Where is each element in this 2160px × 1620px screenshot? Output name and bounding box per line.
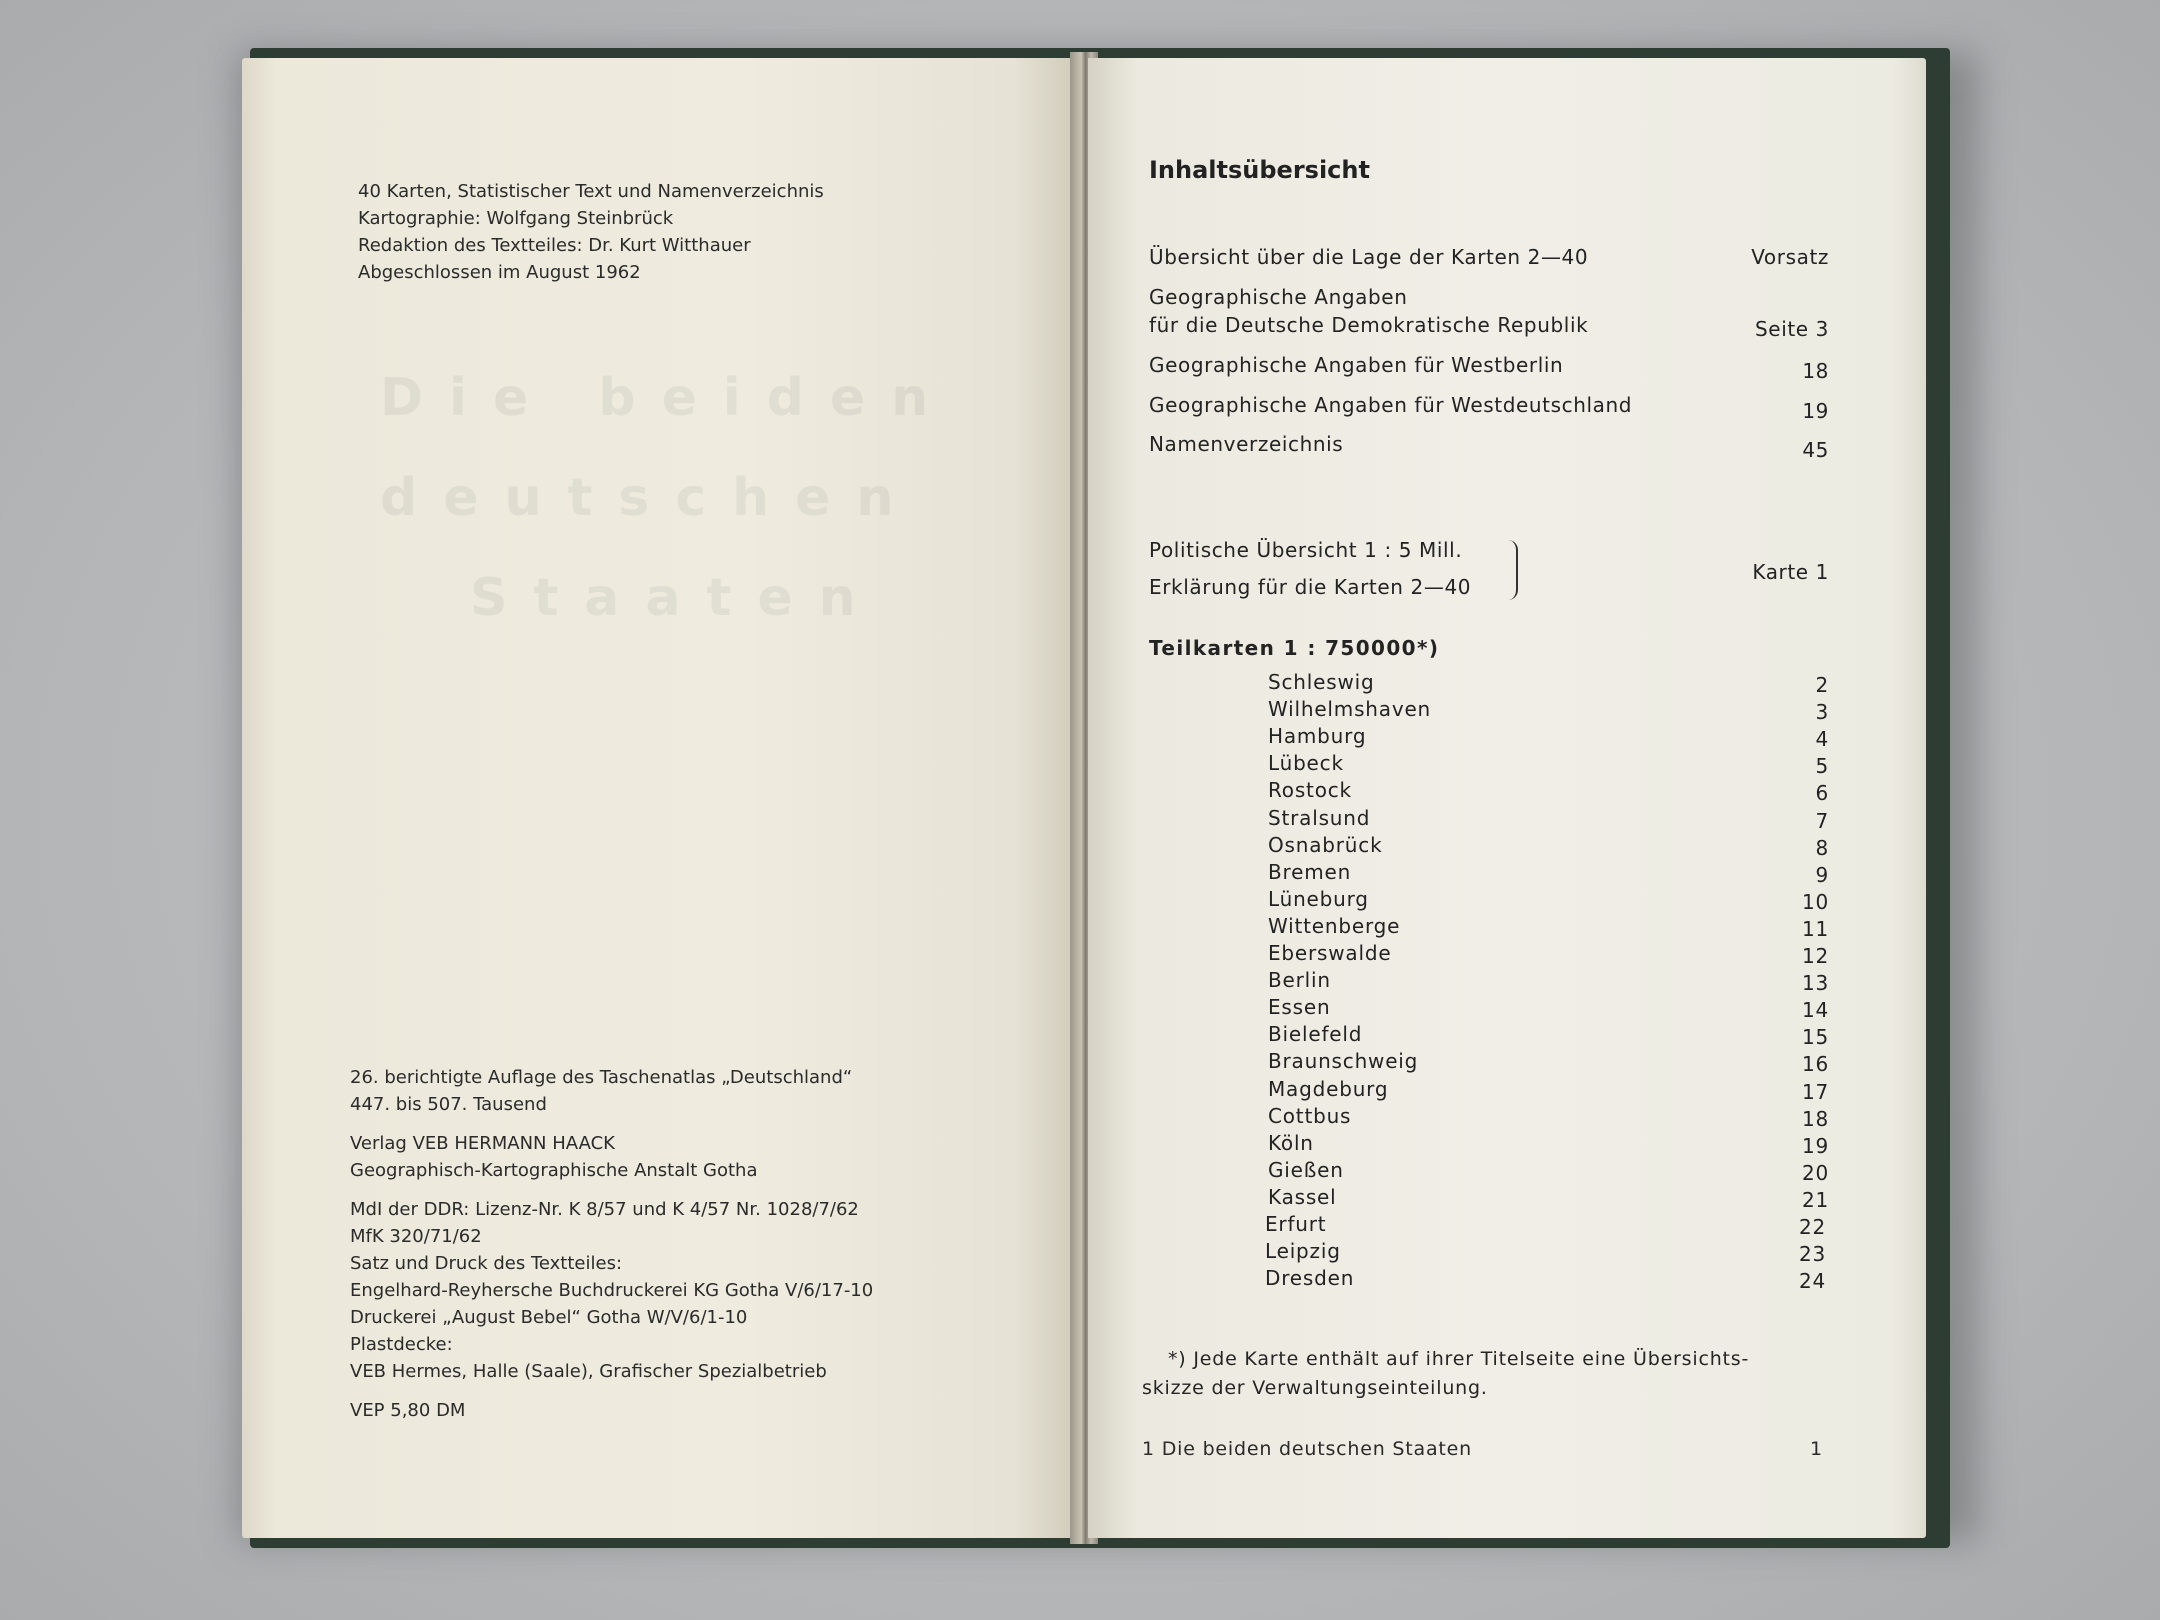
teilkarte-name: Lüneburg: [1268, 886, 1369, 911]
teilkarte-name: Essen: [1268, 995, 1331, 1020]
price: VEP 5,80 DM: [350, 1400, 466, 1421]
toc-entry-label: Politische Übersicht 1 : 5 Mill.: [1149, 538, 1463, 562]
teilkarte-row: [1265, 1266, 1826, 1293]
teilkarte-page: 19: [1801, 1133, 1829, 1158]
teilkarte-page: 3: [1815, 700, 1829, 725]
teilkarte-row: [1268, 914, 1829, 941]
teilkarte-name: Erfurt: [1265, 1212, 1327, 1236]
toc-entry-label: Geographische Angaben: [1149, 285, 1408, 309]
license-line: Engelhard-Reyhersche Buchdruckerei KG Gotha V/6/17-10: [350, 1280, 874, 1301]
teilkarte-name: Magdeburg: [1268, 1076, 1389, 1101]
teilkarte-name: Hamburg: [1268, 724, 1367, 749]
publisher-line: Verlag VEB HERMANN HAACK: [350, 1133, 615, 1154]
imprint-line: 40 Karten, Statistischer Text und Namenverzeichnis: [358, 181, 824, 202]
footnote-line: *) Jede Karte enthält auf ihrer Titelseite eine Übersichts-: [1168, 1348, 1750, 1370]
teilkarte-name: Osnabrück: [1268, 832, 1383, 857]
teilkarte-row: [1268, 1049, 1829, 1076]
imprint-top: [358, 178, 824, 286]
teilkarte-row: [1268, 833, 1829, 860]
teilkarte-page: 2: [1815, 673, 1829, 697]
teilkarte-name: Cottbus: [1268, 1103, 1352, 1128]
teilkarte-name: Leipzig: [1265, 1239, 1341, 1264]
teilkarte-row: [1268, 1185, 1829, 1212]
teilkarte-page: 21: [1801, 1187, 1829, 1212]
teilkarte-row: [1268, 1158, 1829, 1185]
toc-entry-page: Karte 1: [1752, 560, 1829, 584]
teilkarte-page: 11: [1801, 916, 1829, 941]
toc-entry-page: 45: [1802, 438, 1829, 462]
teilkarte-name: Wilhelmshaven: [1268, 697, 1432, 722]
teilkarte-name: Kassel: [1268, 1184, 1337, 1209]
license-line: MfK 320/71/62: [350, 1226, 482, 1247]
toc-entry-page: 19: [1802, 399, 1829, 423]
teilkarte-row: [1268, 968, 1829, 995]
brace: [1508, 540, 1518, 600]
footnote: [1142, 1345, 1827, 1403]
teilkarte-row: [1268, 1131, 1829, 1158]
teilkarte-page: 22: [1798, 1215, 1826, 1239]
toc-entry-page: 18: [1802, 359, 1829, 383]
teilkarte-page: 20: [1801, 1160, 1829, 1185]
teilkarte-page: 9: [1815, 862, 1829, 887]
teilkarte-name: Schleswig: [1268, 670, 1375, 694]
imprint-line: Redaktion des Textteiles: Dr. Kurt Witthauer: [358, 235, 751, 256]
teilkarte-row: [1265, 1239, 1826, 1266]
teilkarte-row: [1268, 697, 1829, 724]
teilkarte-row: [1268, 1104, 1829, 1131]
teilkarte-page: 16: [1801, 1052, 1829, 1077]
teilkarte-row: [1268, 751, 1829, 778]
teilkarte-row: [1268, 778, 1829, 805]
ghost-title-line-1: Die beiden: [380, 368, 955, 428]
teilkarte-page: 13: [1801, 971, 1829, 996]
teilkarte-name: Wittenberge: [1268, 913, 1401, 938]
imprint-line: Kartographie: Wolfgang Steinbrück: [358, 208, 674, 229]
ghost-title-line-3: Staaten: [470, 568, 882, 628]
teilkarte-row: [1268, 1022, 1829, 1049]
license-line: VEB Hermes, Halle (Saale), Grafischer Spezialbetrieb: [350, 1361, 827, 1382]
license-line: Druckerei „August Bebel“ Gotha W/V/6/1-10: [350, 1307, 748, 1328]
page-number: 1: [1810, 1438, 1823, 1460]
teilkarte-page: 18: [1801, 1106, 1829, 1131]
teilkarte-row: [1268, 941, 1829, 968]
teilkarte-row: [1268, 1077, 1829, 1104]
ghost-title-line-2: deutschen: [380, 468, 920, 528]
teilkarte-row: [1268, 806, 1829, 833]
teilkarte-name: Bielefeld: [1268, 1022, 1363, 1047]
footnote-line: skizze der Verwaltungseinteilung.: [1142, 1377, 1488, 1399]
publisher-line: Geographisch-Kartographische Anstalt Gotha: [350, 1160, 758, 1181]
teilkarte-row: [1268, 670, 1829, 697]
toc-entry-label: für die Deutsche Demokratische Republik: [1149, 313, 1589, 337]
teilkarte-name: Stralsund: [1268, 805, 1371, 830]
page-title: Inhaltsübersicht: [1149, 156, 1370, 184]
toc-entry-label: Geographische Angaben für Westberlin: [1149, 353, 1564, 377]
teilkarte-page: 6: [1815, 781, 1829, 806]
teilkarte-page: 14: [1801, 998, 1829, 1023]
teilkarte-name: Berlin: [1268, 968, 1331, 993]
toc-entry-label: Übersicht über die Lage der Karten 2—40: [1149, 245, 1589, 269]
teilkarte-page: 4: [1815, 727, 1829, 752]
teilkarte-name: Rostock: [1268, 778, 1352, 803]
teilkarte-page: 5: [1815, 754, 1829, 779]
teilkarte-row: [1268, 860, 1829, 887]
teilkarte-name: Braunschweig: [1268, 1049, 1419, 1074]
teilkarte-name: Bremen: [1268, 859, 1352, 884]
teilkarte-page: 23: [1798, 1242, 1826, 1267]
teilkarte-page: 7: [1815, 808, 1829, 833]
section-heading: Teilkarten 1 : 750000*): [1149, 636, 1440, 660]
teilkarte-row: [1268, 887, 1829, 914]
imprint-line: Abgeschlossen im August 1962: [358, 262, 641, 283]
teilkarte-name: Eberswalde: [1268, 941, 1392, 965]
teilkarte-name: Köln: [1268, 1130, 1314, 1155]
teilkarte-page: 15: [1801, 1025, 1829, 1050]
toc-entry-label: Namenverzeichnis: [1149, 432, 1344, 456]
page-footer-title: 1 Die beiden deutschen Staaten: [1142, 1438, 1473, 1460]
teilkarte-name: Gießen: [1268, 1157, 1344, 1182]
teilkarte-name: Dresden: [1265, 1266, 1355, 1291]
edition-line: 26. berichtigte Auflage des Taschenatlas „Deutschland“: [350, 1067, 853, 1088]
teilkarte-page: 10: [1801, 889, 1829, 914]
toc-entry-label: Geographische Angaben für Westdeutschland: [1149, 393, 1633, 417]
teilkarte-page: 24: [1798, 1269, 1826, 1294]
teilkarte-row: [1268, 995, 1829, 1022]
teilkarte-page: 17: [1801, 1079, 1829, 1104]
toc-entry-label: Erklärung für die Karten 2—40: [1149, 575, 1472, 599]
teilkarte-row: [1265, 1212, 1826, 1239]
license-line: MdI der DDR: Lizenz-Nr. K 8/57 und K 4/57 Nr. 1028/7/62: [350, 1199, 859, 1220]
license-line: Plastdecke:: [350, 1334, 453, 1355]
teilkarte-row: [1268, 724, 1829, 751]
toc-entry-page: Vorsatz: [1751, 245, 1829, 269]
teilkarte-page: 12: [1801, 944, 1829, 968]
teilkarte-name: Lübeck: [1268, 751, 1344, 776]
license-line: Satz und Druck des Textteiles:: [350, 1253, 623, 1274]
imprint-bottom: [350, 1064, 873, 1424]
teilkarte-page: 8: [1815, 835, 1829, 860]
toc-entry-page: Seite 3: [1755, 317, 1829, 341]
edition-line: 447. bis 507. Tausend: [350, 1094, 547, 1115]
